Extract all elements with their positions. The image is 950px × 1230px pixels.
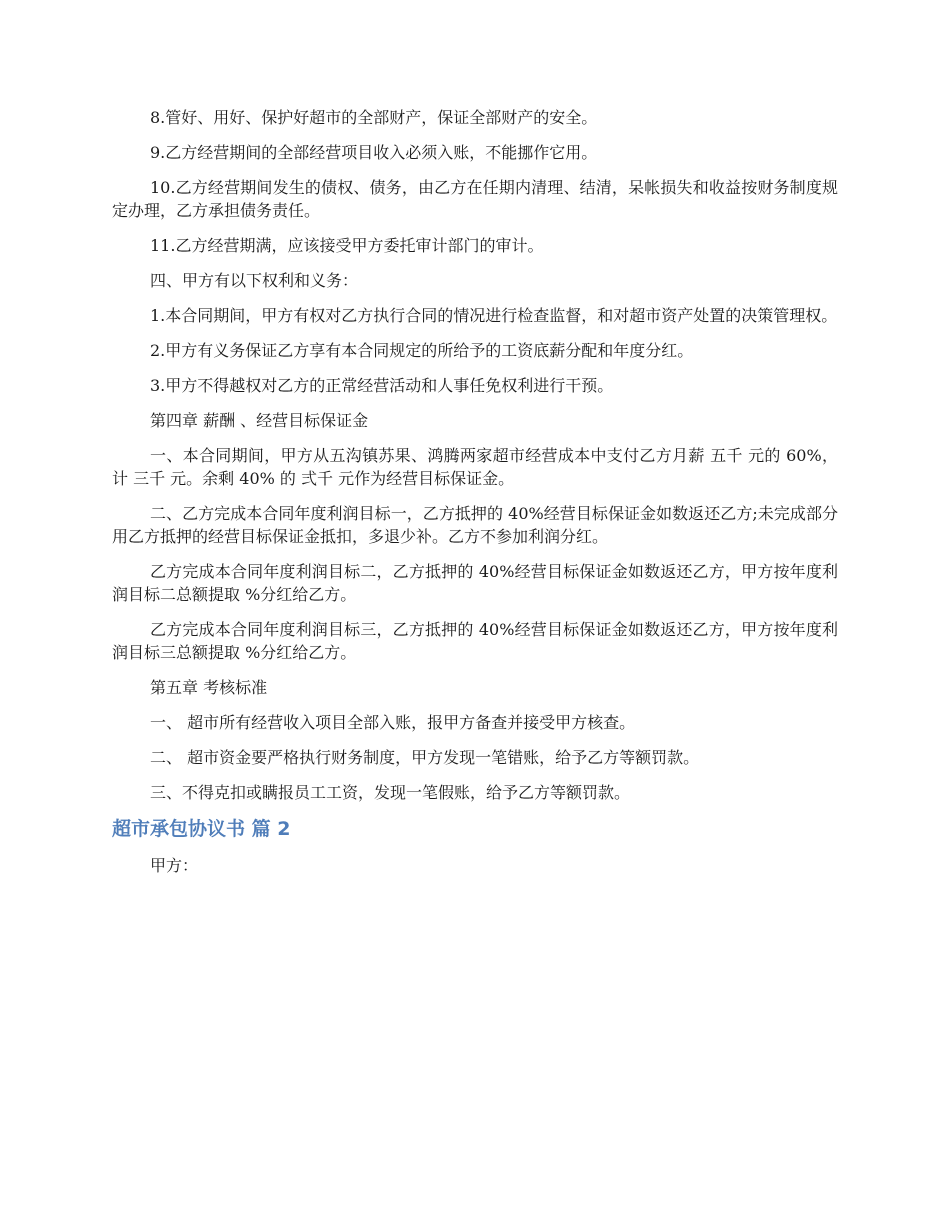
paragraph-1: 8.管好、用好、保护好超市的全部财产，保证全部财产的安全。 <box>150 108 598 127</box>
chapter-four-title: 第四章 薪酬 、经营目标保证金 <box>150 411 369 430</box>
paragraph-13: 乙方完成本合同年度利润目标三，乙方抵押的 40%经营目标保证金如数返还乙方，甲方按年度利润目标三总额提取 %分红给乙方。 <box>112 620 838 662</box>
paragraph-16: 二、 超市资金要严格执行财务制度，甲方发现一笔错账，给予乙方等额罚款。 <box>150 748 700 767</box>
paragraph-12: 乙方完成本合同年度利润目标二，乙方抵押的 40%经营目标保证金如数返还乙方，甲方按年度利润目标二总额提取 %分红给乙方。 <box>112 562 838 604</box>
paragraph-15: 一、 超市所有经营收入项目全部入账，报甲方备查并接受甲方核查。 <box>150 713 636 732</box>
paragraph-11: 二、乙方完成本合同年度利润目标一，乙方抵押的 40%经营目标保证金如数返还乙方;未完成部分用乙方抵押的经营目标保证金抵扣，多退少补。乙方不参加利润分红。 <box>112 504 838 546</box>
paragraph-5: 四、甲方有以下权利和义务： <box>150 271 359 290</box>
paragraph-6: 1.本合同期间，甲方有权对乙方执行合同的情况进行检查监督，和对超市资产处置的决策管理权。 <box>150 306 838 325</box>
paragraph-2: 9.乙方经营期间的全部经营项目收入必须入账，不能挪作它用。 <box>150 143 598 162</box>
section-heading: 超市承包协议书 篇 2 <box>112 818 291 840</box>
paragraph-3: 10.乙方经营期间发生的债权、债务，由乙方在任期内清理、结清，呆帐损失和收益按财务制度规定办理，乙方承担债务责任。 <box>112 178 838 220</box>
paragraph-7: 2.甲方有义务保证乙方享有本合同规定的所给予的工资底薪分配和年度分红。 <box>150 341 694 360</box>
chapter-five-title: 第五章 考核标准 <box>150 678 268 697</box>
paragraph-17: 三、不得克扣或瞒报员工工资，发现一笔假账，给予乙方等额罚款。 <box>150 783 631 802</box>
document-page <box>112 106 838 889</box>
paragraph-4: 11.乙方经营期满，应该接受甲方委托审计部门的审计。 <box>150 236 544 255</box>
paragraph-10: 一、本合同期间，甲方从五沟镇苏果、鸿腾两家超市经营成本中支付乙方月薪 五千 元的 60%，计 三千 元。余剩 40% 的 弍千 元作为经营目标保证金。 <box>112 446 838 488</box>
party-a-line: 甲方： <box>150 856 199 875</box>
paragraph-8: 3.甲方不得越权对乙方的正常经营活动和人事任免权利进行干预。 <box>150 376 614 395</box>
